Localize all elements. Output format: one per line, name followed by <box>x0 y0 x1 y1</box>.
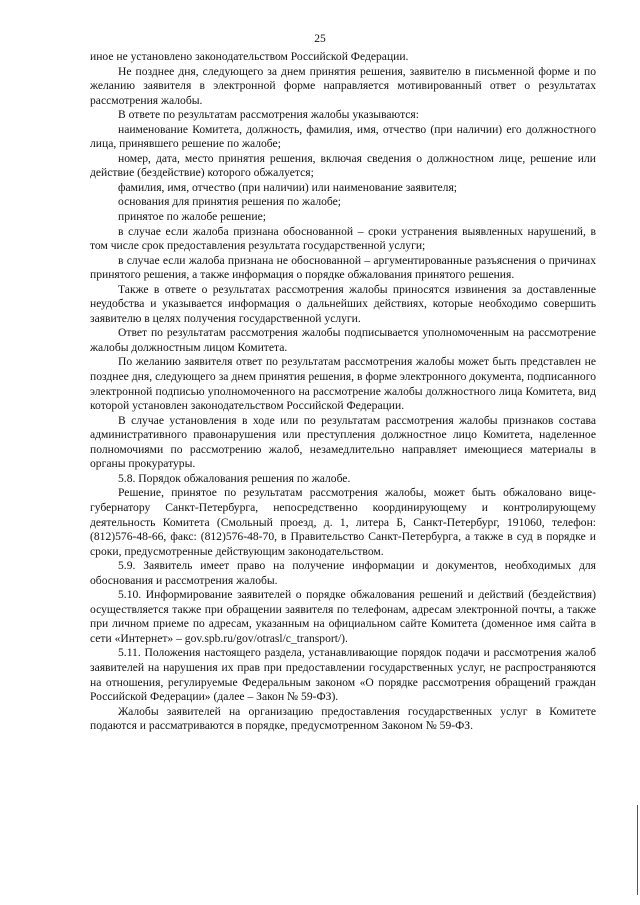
scan-edge-line <box>637 805 638 895</box>
paragraph: в случае если жалоба признана не обоснованной – аргументированные разъяснения о причинах принятого решения, а также информация о порядке обжалования принятого решения. <box>90 253 596 282</box>
paragraph: 5.10. Информирование заявителей о порядке обжалования решений и действий (бездействия) осуществляется также при обращении заявителя по телефонам, адресам электронной почты, а также при личном приеме по адресам, указанным на официальном сайте Комитета (доменное имя сайта в сети «Интернет» – gov.spb.ru/gov/otrasl/c_transport/). <box>90 588 596 645</box>
paragraph: фамилия, имя, отчество (при наличии) или наименование заявителя; <box>118 180 458 194</box>
paragraph: По желанию заявителя ответ по результатам рассмотрения жалобы может быть представлен не позднее дня, следующего за днем принятия решения, в форме электронного документа, подписанного электронной подписью уполномоченного на рассмотрение жалобы должностного лица Комитета, вид которой установлен законодательством Российской Федерации. <box>90 355 596 413</box>
paragraph: Жалобы заявителей на организацию предоставления государственных услуг в Комитете подаются и рассматриваются в порядке, предусмотренном Законом № 59-ФЗ. <box>90 704 596 733</box>
paragraph: основания для принятия решения по жалобе; <box>118 195 342 209</box>
paragraph: В ответе по результатам рассмотрения жалобы указываются: <box>118 108 419 122</box>
paragraph: принятое по жалобе решение; <box>118 210 266 224</box>
paragraph: 5.11. Положения настоящего раздела, устанавливающие порядок подачи и рассмотрения жалоб заявителей на нарушения их прав при предоставлении государственных услуг, не распространяются на отношения, регулируемые Федеральным законом «О порядке рассмотрения обращений граждан Российской Федерации» (далее – Закон № 59-ФЗ). <box>90 646 596 704</box>
section-heading: 5.8. Порядок обжалования решения по жалобе. <box>118 471 351 485</box>
paragraph: 5.9. Заявитель имеет право на получение информации и документов, необходимых для обоснования и рассмотрения жалобы. <box>90 559 596 587</box>
paragraph: В случае установления в ходе или по результатам рассмотрения жалобы признаков состава административного правонарушения или преступления должностное лицо Комитета, наделенное полномочиями по рассмотрению жалоб, незамедлительно направляет имеющиеся материалы в органы прокуратуры. <box>90 413 596 471</box>
paragraph: Не позднее дня, следующего за днем принятия решения, заявителю в письменной форме и по желанию заявителя в электронной форме направляется мотивированный ответ о результатах рассмотрения жалобы. <box>90 64 596 107</box>
paragraph: номер, дата, место принятия решения, включая сведения о должностном лице, решение или действие (бездействие) которого обжалуется; <box>90 151 596 180</box>
page-number: 25 <box>314 33 326 45</box>
paragraph: наименование Комитета, должность, фамилия, имя, отчество (при наличии) его должностного лица, принявшего решение по жалобе; <box>90 122 596 151</box>
paragraph: Также в ответе о результатах рассмотрения жалобы приносятся извинения за доставленные неудобства и указывается информация о дальнейших действиях, которые необходимо совершить заявителю в целях получения государственной услуги. <box>90 282 596 325</box>
document-text <box>90 50 596 734</box>
paragraph: в случае если жалоба признана обоснованной – сроки устранения выявленных нарушений, в том числе срок предоставления результата государственной услуги; <box>90 224 596 253</box>
paragraph: Решение, принятое по результатам рассмотрения жалобы, может быть обжаловано вице-губернатору Санкт-Петербурга, непосредственно координирующему и контролирующему деятельность Комитета (Смольный проезд, д. 1, литера Б, Санкт-Петербург, 191060, телефон: (812)576-48-66, факс: (812)576-48-70, в Правительство Санкт-Петербурга, а также в суд в порядке и сроки, предусмотренные действующим законодательством. <box>90 486 596 558</box>
paragraph: Ответ по результатам рассмотрения жалобы подписывается уполномоченным на рассмотрение жалобы должностным лицом Комитета. <box>90 326 596 354</box>
paragraph: иное не установлено законодательством Российской Федерации. <box>90 50 409 63</box>
